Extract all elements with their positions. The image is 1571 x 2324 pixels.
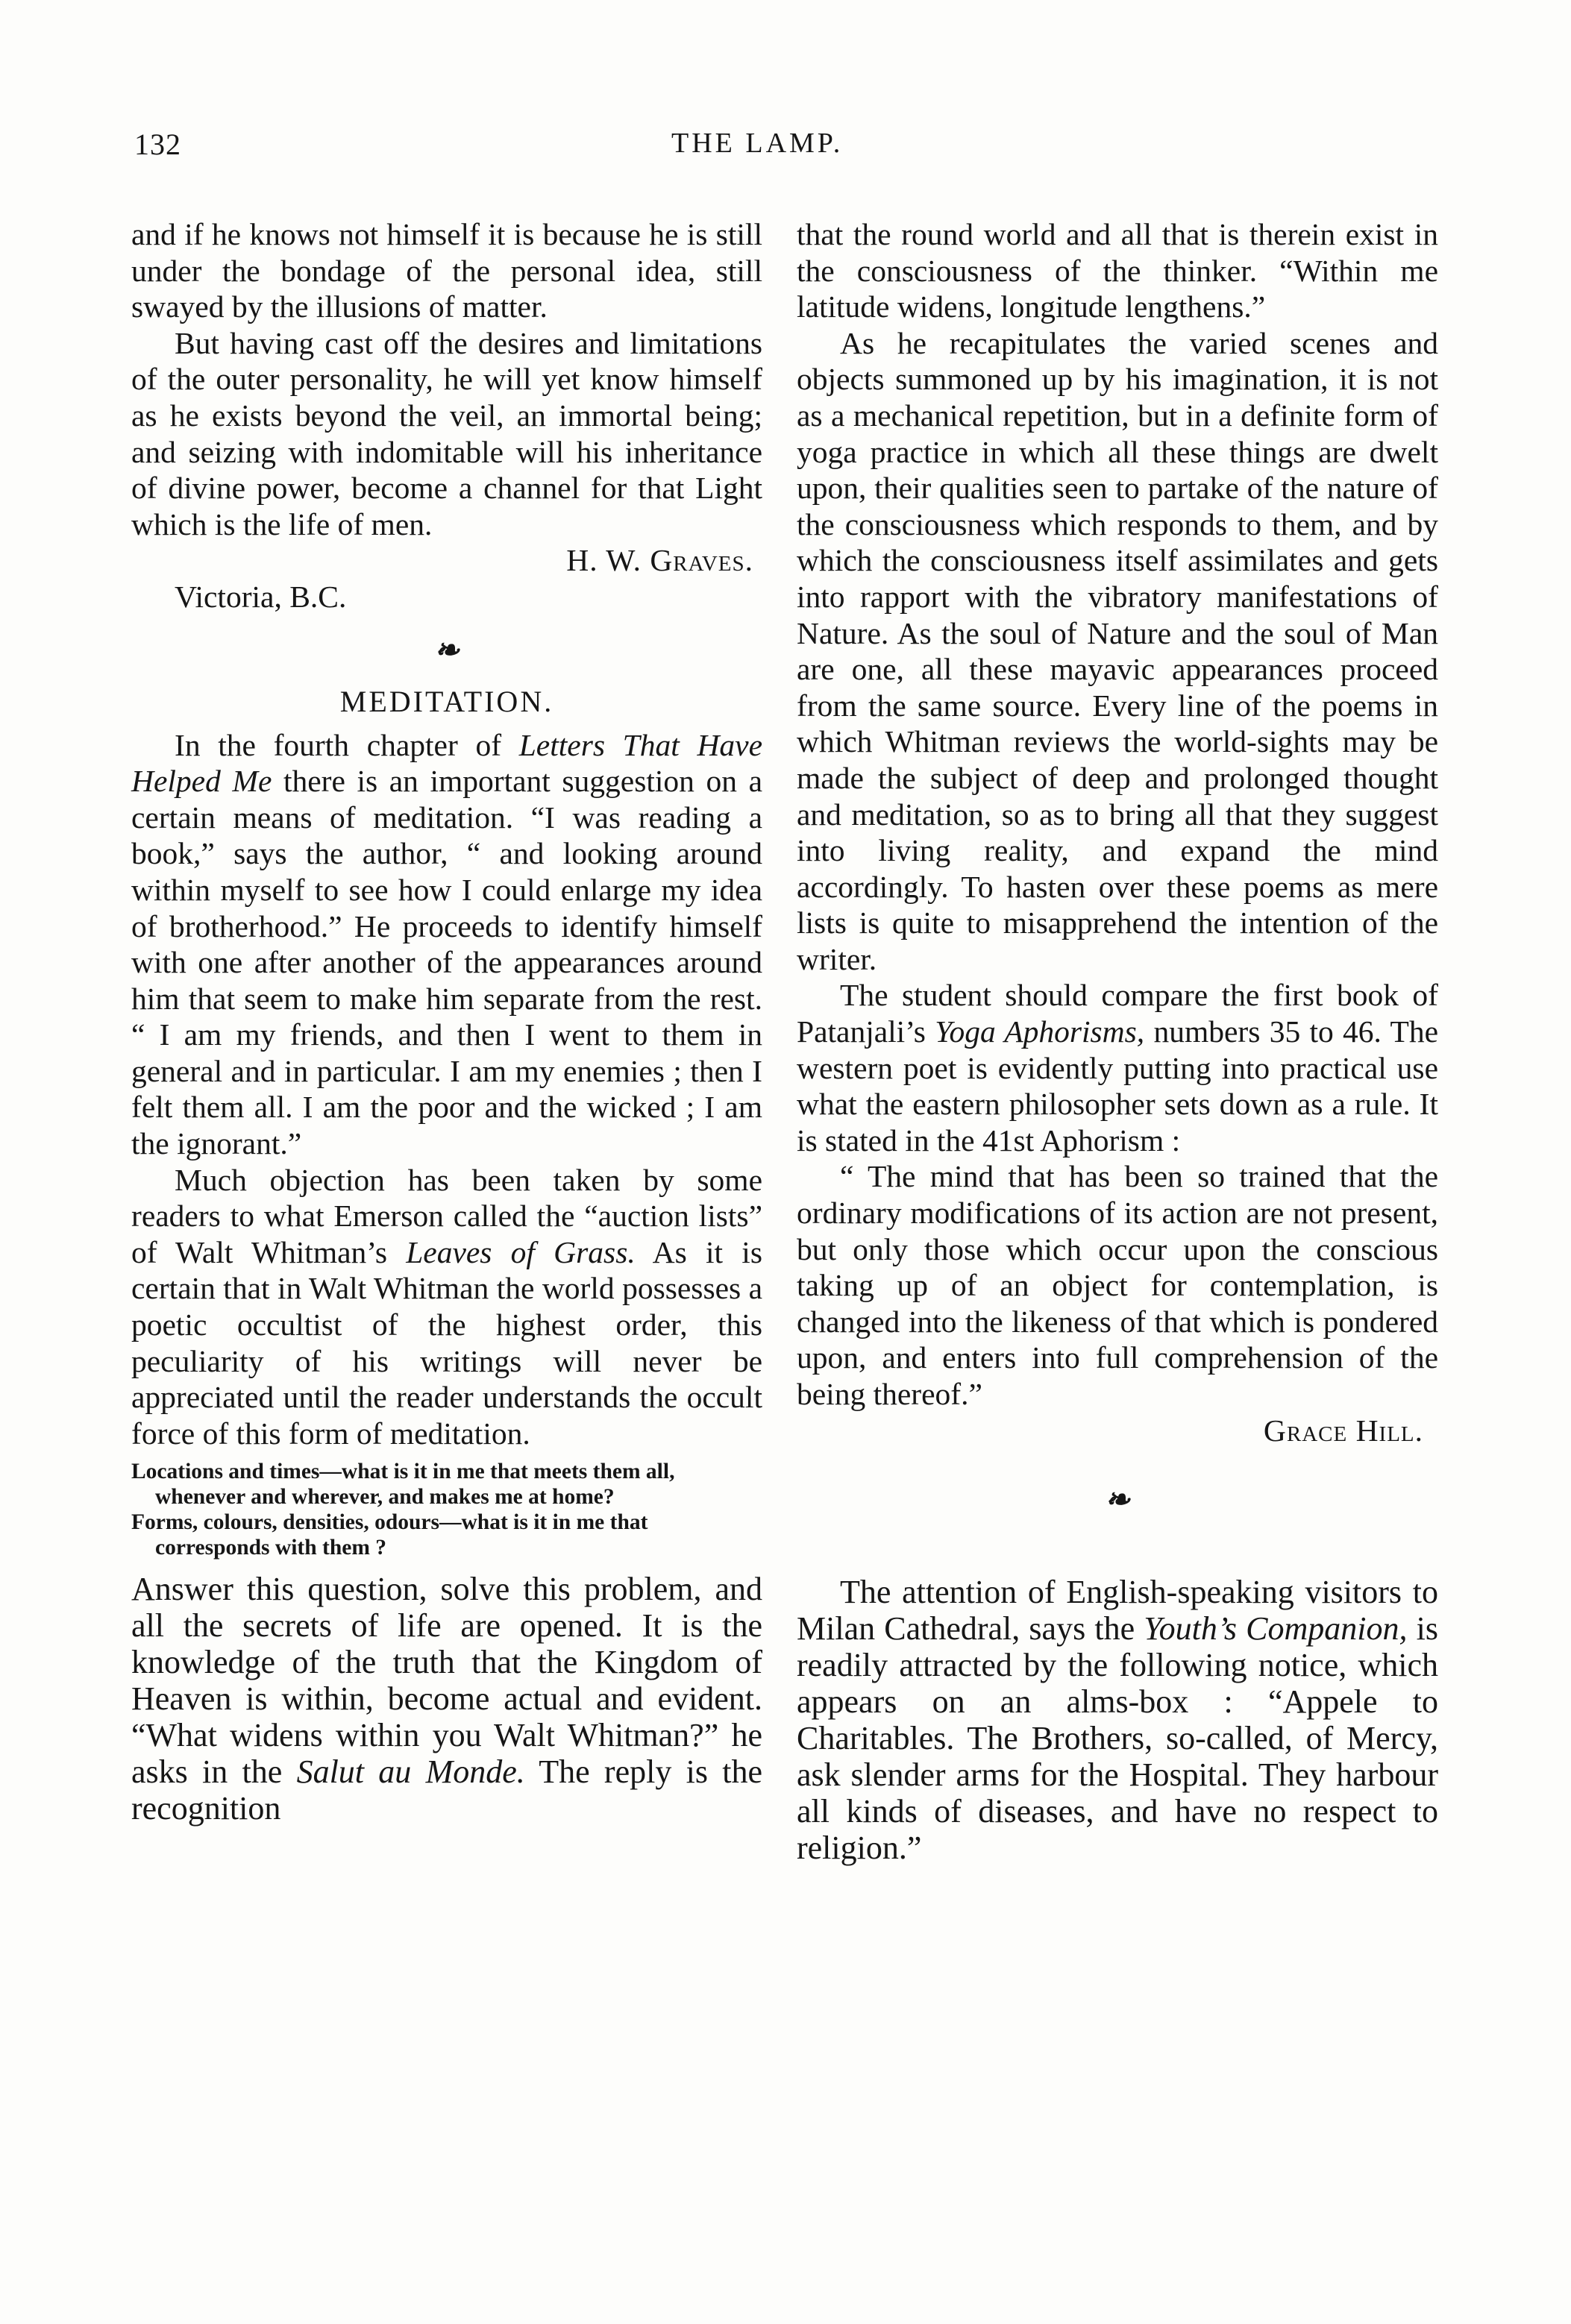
verse-line: Locations and times—what is it in me that meets them all, whenever and wherever, and makes me at home? — [131, 1460, 675, 1510]
paragraph: In the fourth chapter of Letters That Have Helped Me there is an important suggestion on a certain means of meditation. “I was reading a book,” says the author, “ and looking around within myself to see how I could enlarge my idea of brotherhood.” He proceeds to identify himself with one after another of the appearances around him that seem to make him separate from the rest. “ I am my friends, and then I went to them in general and in particular. I am my enemies ; then I felt them all. I am the poor and the wicked ; I am the ignorant.” — [131, 727, 763, 1161]
page-number: 132 — [134, 128, 181, 161]
paragraph: Much objection has been taken by some readers to what Emerson called the “auction lists” of Walt Whitman’s Leaves of Grass. As it is certain that in Walt Whitman the world possesses a poetic occultist of the highest order, this peculiarity of his writings will never be appreciated until the reader understands the occult force of this form of meditation. — [131, 1162, 762, 1451]
author-location: Victoria, B.C. — [175, 579, 347, 614]
paragraph: But having cast off the desires and limitations of the outer personality, he will yet know himself as he exists beyond the veil, an immortal being; and seizing with indomitable will his inheritance of divine power, become a channel for that Light which is the life of men. — [131, 325, 762, 541]
book-title: Leaves of Grass. — [406, 1234, 636, 1269]
poem-title: Salut au Monde. — [296, 1753, 525, 1791]
left-column — [131, 216, 762, 1827]
paragraph: and if he knows not himself it is because he is still under the bondage of the personal idea, still swayed by the illusions of matter. — [131, 217, 762, 324]
author-signature: H. W. Graves. — [566, 543, 753, 578]
fleuron-ornament: ❧ — [434, 632, 460, 667]
paragraph: The student should compare the first book of Patanjali’s Yoga Aphorisms, numbers 35 to 46. The western poet is evidently putting into practical use what the eastern philosopher sets down as a rule. It is stated in the 41st Aphorism : — [797, 978, 1438, 1158]
right-column — [797, 216, 1438, 1866]
section-heading: MEDITATION. — [339, 684, 554, 718]
paragraph: As he recapitulates the varied scenes and objects summoned up by his imagination, it is not as a mechanical repetition, but in a definite form of yoga practice in which all these things are dwelt upon, their qualities seen to partake of the nature of the consciousness which responds to them, and by which the consciousness itself assimilates and gets into rapport with the vibratory manifestations of Nature. As the soul of Nature and the soul of Man are one, all these mayavic appearances proceed from the same source. Every line of the poems in which Whitman reviews the world-sights may be made the subject of deep and prolonged thought and meditation, so as to bring all that they suggest into living reality, and expand the mind accordingly. To hasten over these poems as mere lists is quite to misapprehend the intention of the writer. — [797, 325, 1438, 976]
page-header — [134, 127, 1492, 179]
fleuron-ornament: ❧ — [1105, 1483, 1130, 1517]
running-title: THE LAMP. — [671, 128, 844, 159]
paragraph: that the round world and all that is therein exist in the consciousness of the thinker. “Within me latitude widens, longitude lengthens.” — [797, 217, 1438, 324]
book-title: Letters That Have Helped Me — [131, 727, 763, 799]
block-quotation: “ The mind that has been so trained that the ordinary modifications of its action are not present, but only those which occur upon the conscious taking up of an object for contemplation, is changed into the likeness of that which is pondered upon, and enters into full comprehension of the being thereof.” — [797, 1159, 1438, 1411]
book-title: Yoga Aphorisms, — [935, 1014, 1145, 1049]
verse-line: Forms, colours, densities, odours—what is it in me that corresponds with them ? — [131, 1510, 648, 1560]
periodical-title: Youth’s Companion, — [1144, 1610, 1408, 1648]
verse-quotation — [131, 1459, 762, 1560]
paragraph: Answer this question, solve this problem, and all the secrets of life are opened. It is the knowledge of the truth that the Kingdom of Heaven is within, become actual and evident. “What widens within you Walt Whitman?” he asks in the Salut au Monde. The reply is the recognition — [131, 1571, 762, 1827]
author-signature: Grace Hill. — [1263, 1413, 1423, 1448]
paragraph: The attention of English-speaking visitors to Milan Cathedral, says the Youth’s Companion, is readily attracted by the following notice, which appears on an alms-box : “Appele to Charitables. The Brothers, so-called, of Mercy, ask slender arms for the Hospital. They harbour all kinds of diseases, and have no respect to religion.” — [797, 1574, 1439, 1867]
